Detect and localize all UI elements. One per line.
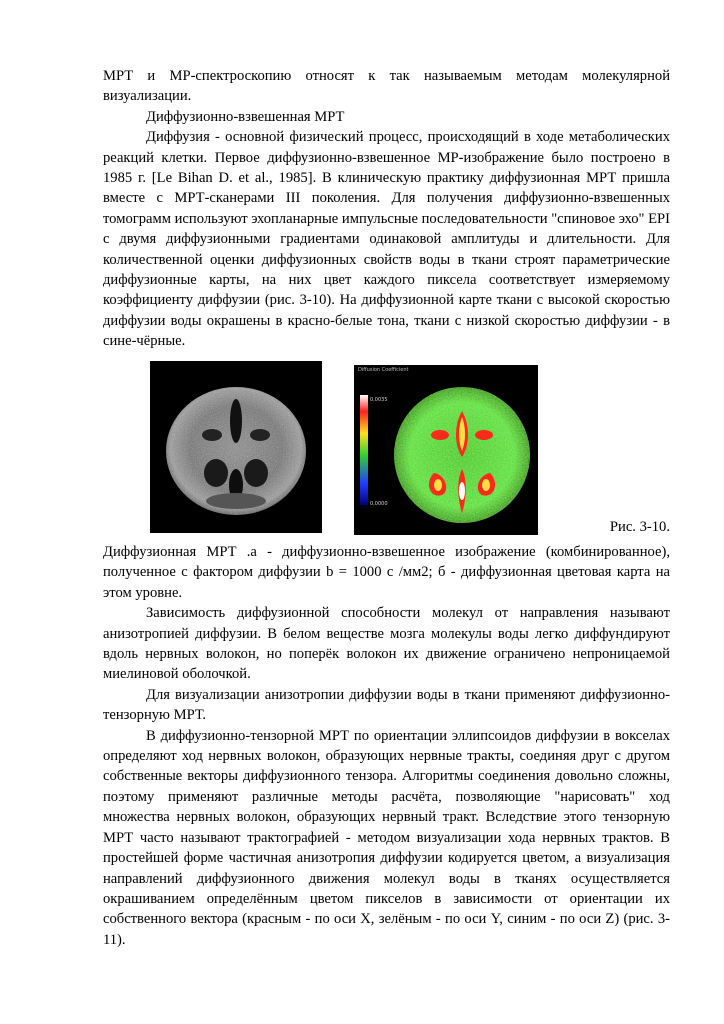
scale-bottom-label: 0,0000 <box>370 501 388 507</box>
text-block-bottom <box>103 542 670 950</box>
map-title: Diffusion Coefficient <box>358 367 409 373</box>
color-scale-bar <box>360 395 368 505</box>
grayscale-brain-mri <box>150 361 322 533</box>
dwi-brain-image <box>150 361 322 533</box>
figure-3-10 <box>150 361 670 542</box>
diffusion-color-map <box>354 365 538 535</box>
color-diffusion-brain-map <box>354 365 538 535</box>
text-block-top <box>103 66 670 352</box>
paragraph-diffusion: Диффузия - основной физический процесс, происходящий в ходе метаболических реакций клетки. Первое диффузионно-взвешенное МР-изображение было построено в 1985 г. [Le Bihan D. et al., 1985]. В клиническую практику диффузионная МРТ пришла вместе с МРТ-сканерами III поколения. Для получения диффузионно-взвешенных томограмм используют эхопланарные импульсные последовательности "спиновое эхо" EPI с двумя диффузионными градиентами одинаковой амплитуды и длительности. Для количественной оценки диффузионных свойств воды в ткани строят параметрические диффузионные карты, на них цвет каждого пиксела соответствует измеряемому коэффициенту диффузии (рис. 3-10). На диффузионной карте ткани с высокой скоростью диффузии воды окрашены в красно-белые тона, ткани с низкой скоростью диффузии - в сине-чёрные. <box>103 129 670 350</box>
paragraph-tractography: В диффузионно-тензорной МРТ по ориентации эллипсоидов диффузии в вокселах определяют ход нервных волокон, образующих нервные тракты, соединяя друг с другом собственные векторы диффузионного тензора. Алгоритмы соединения довольно сложны, поэтому применяют различные методы расчёта, позволяющие "нарисовать" ход множества нервных волокон, образующих нервный тракт. Вследствие этого тензорную МРТ часто называют трактографией - методом визуализации хода нервных трактов. В простейшей форме частичная анизотропия диффузии кодируется цветом, а визуализация направлений диффузионного движения молекул воды в тканях осуществляется окрашиванием определённым цветом пикселов в зависимости от ориентации их собственного вектора (красным - по оси X, зелёным - по оси Y, синим - по оси Z) (рис. 3-11). <box>103 727 670 948</box>
section-heading: Диффузионно-взвешенная МРТ <box>146 108 345 125</box>
caption-fig-ref: Рис. 3-10. <box>609 519 670 535</box>
scale-top-label: 0,0035 <box>370 397 388 403</box>
figure-caption: Диффузионная МРТ .а - диффузионно-взвешенное изображение (комбинированное), полученное с фактором диффузии b = 1000 с /мм2; б - диффузионная цветовая карта на этом уровне. <box>103 544 670 601</box>
paragraph-anisotropy: Зависимость диффузионной способности молекул от направления называют анизотропией диффузии. В белом веществе мозга молекулы воды легко диффундируют вдоль нервных волокон, но поперёк волокон их движение ограничено непроницаемой миелиновой оболочкой. <box>103 605 670 683</box>
caption-label <box>570 519 670 536</box>
paragraph-intro: МРТ и МР-спектроскопию относят к так называемым методам молекулярной визуализации. <box>103 68 670 105</box>
paragraph-visualization: Для визуализации анизотропии диффузии воды в ткани применяют диффузионно-тензорную МРТ. <box>103 686 670 724</box>
